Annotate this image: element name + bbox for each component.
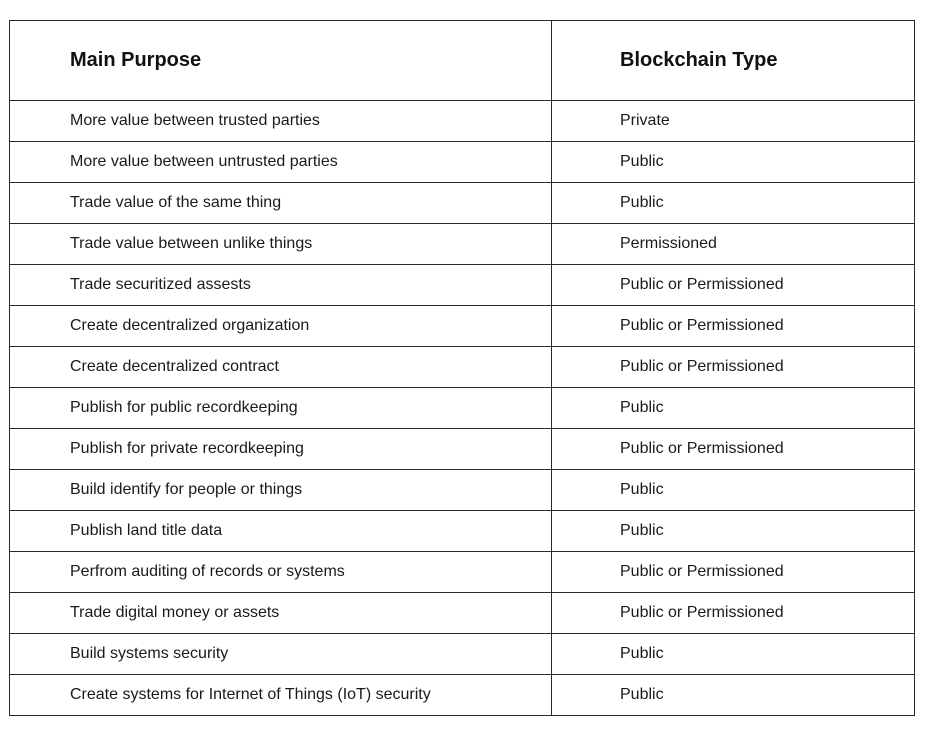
table-row bbox=[10, 224, 915, 265]
table-row bbox=[10, 142, 915, 183]
purpose-cell: Create decentralized organization bbox=[10, 306, 552, 347]
type-cell: Public bbox=[552, 388, 915, 429]
table-header-row bbox=[10, 21, 915, 101]
header-main-purpose: Main Purpose bbox=[10, 21, 552, 101]
purpose-cell: Trade digital money or assets bbox=[10, 593, 552, 634]
table-row bbox=[10, 306, 915, 347]
type-cell: Public bbox=[552, 675, 915, 716]
type-cell: Public bbox=[552, 634, 915, 675]
table-row bbox=[10, 675, 915, 716]
purpose-cell: Trade value between unlike things bbox=[10, 224, 552, 265]
purpose-blockchain-table bbox=[9, 20, 915, 716]
table-row bbox=[10, 470, 915, 511]
type-cell: Public bbox=[552, 183, 915, 224]
purpose-cell: Publish land title data bbox=[10, 511, 552, 552]
purpose-cell: Publish for private recordkeeping bbox=[10, 429, 552, 470]
type-cell: Public or Permissioned bbox=[552, 429, 915, 470]
type-cell: Public or Permissioned bbox=[552, 265, 915, 306]
table-row bbox=[10, 183, 915, 224]
table-row bbox=[10, 511, 915, 552]
type-cell: Public bbox=[552, 142, 915, 183]
table-row bbox=[10, 552, 915, 593]
type-cell: Public or Permissioned bbox=[552, 593, 915, 634]
table-row bbox=[10, 593, 915, 634]
purpose-cell: Build identify for people or things bbox=[10, 470, 552, 511]
table-row bbox=[10, 388, 915, 429]
type-cell: Public or Permissioned bbox=[552, 306, 915, 347]
purpose-cell: Publish for public recordkeeping bbox=[10, 388, 552, 429]
type-cell: Permissioned bbox=[552, 224, 915, 265]
purpose-cell: Perfrom auditing of records or systems bbox=[10, 552, 552, 593]
header-blockchain-type: Blockchain Type bbox=[552, 21, 915, 101]
type-cell: Public or Permissioned bbox=[552, 347, 915, 388]
table-row bbox=[10, 347, 915, 388]
purpose-cell: More value between untrusted parties bbox=[10, 142, 552, 183]
type-cell: Private bbox=[552, 101, 915, 142]
purpose-cell: Trade securitized assests bbox=[10, 265, 552, 306]
purpose-cell: Create systems for Internet of Things (IoT) security bbox=[10, 675, 552, 716]
table-row bbox=[10, 429, 915, 470]
purpose-cell: More value between trusted parties bbox=[10, 101, 552, 142]
type-cell: Public or Permissioned bbox=[552, 552, 915, 593]
purpose-cell: Create decentralized contract bbox=[10, 347, 552, 388]
type-cell: Public bbox=[552, 470, 915, 511]
purpose-cell: Trade value of the same thing bbox=[10, 183, 552, 224]
table-row bbox=[10, 101, 915, 142]
purpose-cell: Build systems security bbox=[10, 634, 552, 675]
table-row bbox=[10, 634, 915, 675]
table-row bbox=[10, 265, 915, 306]
type-cell: Public bbox=[552, 511, 915, 552]
